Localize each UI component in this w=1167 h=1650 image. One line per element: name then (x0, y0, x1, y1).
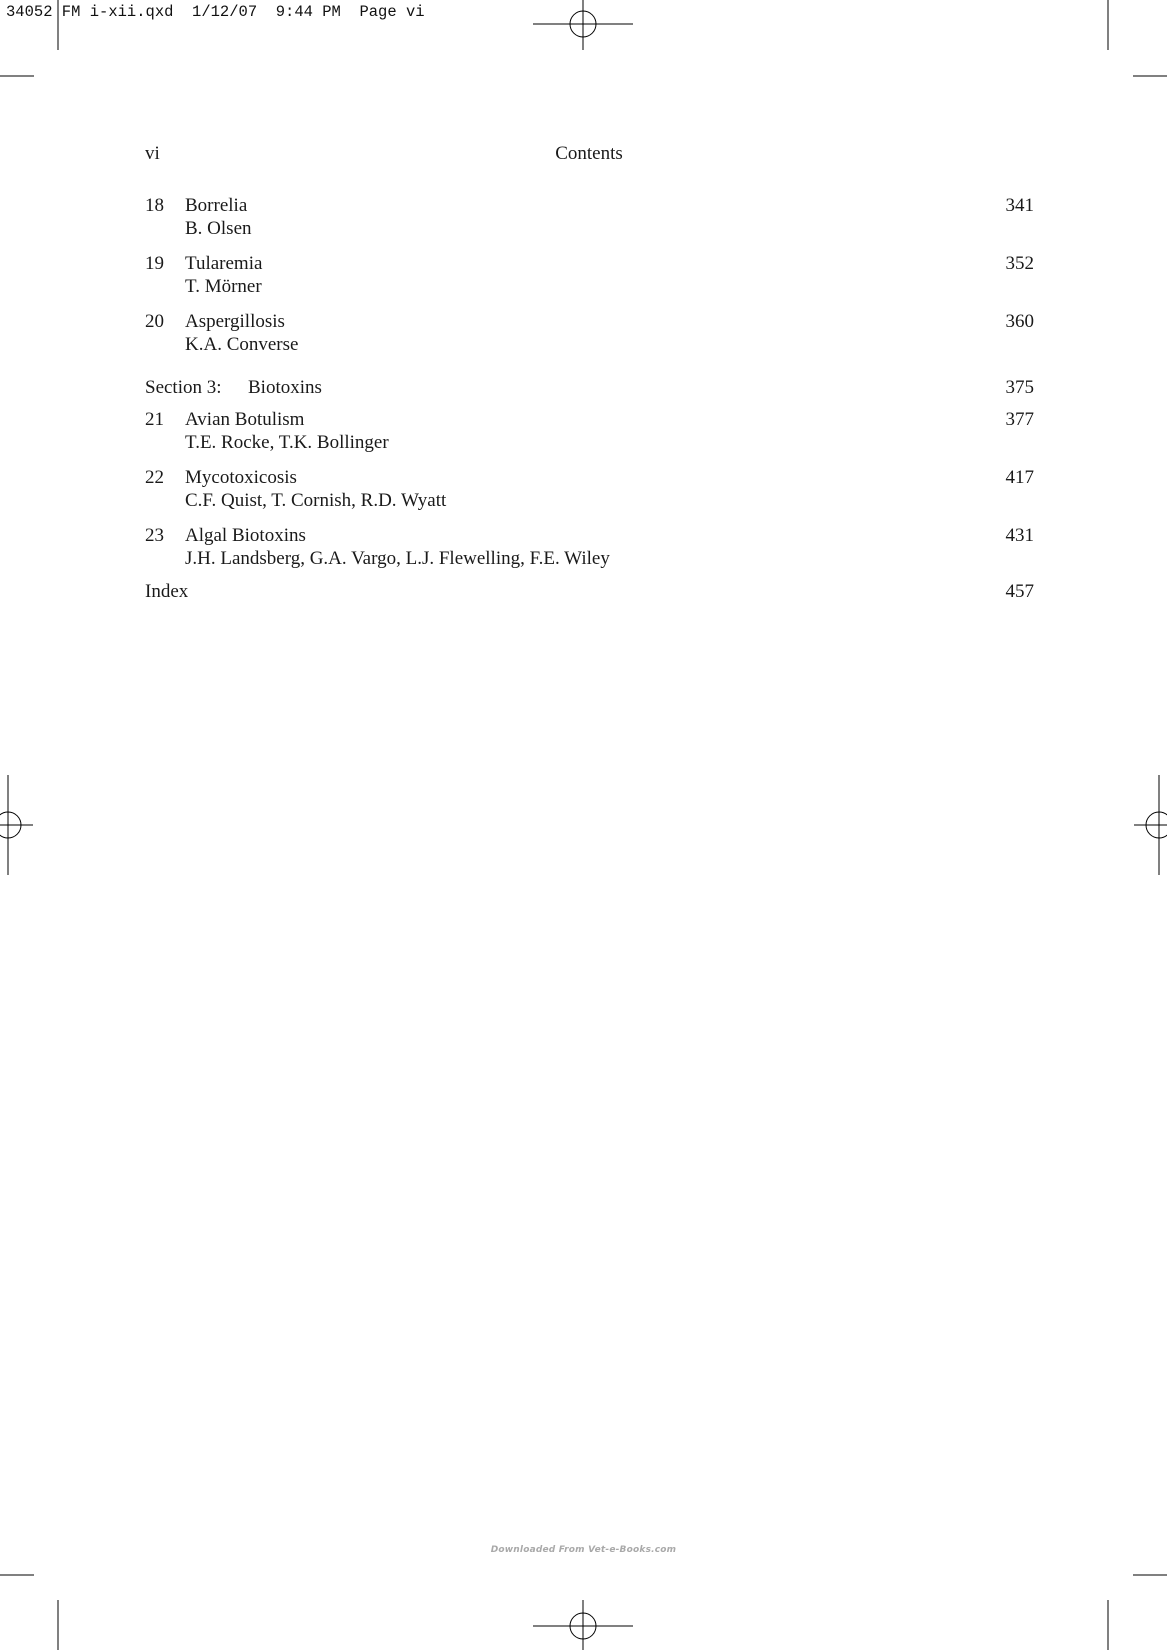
page-folio: vi (145, 143, 160, 164)
chapter-title: Aspergillosis (185, 311, 285, 332)
chapter-title: Borrelia (185, 195, 248, 216)
chapter-title: Algal Biotoxins (185, 525, 306, 546)
page-number: 431 (1005, 525, 1034, 546)
running-head-title: Contents (555, 143, 623, 164)
chapter-authors: J.H. Landsberg, G.A. Vargo, L.J. Flewelling, F.E. Wiley (185, 548, 610, 569)
chapter-title: Tularemia (185, 253, 263, 274)
chapter-number: 21 (145, 409, 164, 430)
chapter-number: 20 (145, 311, 164, 332)
page-number: 352 (1005, 253, 1034, 274)
page-number: 377 (1005, 409, 1034, 430)
toc-entry[interactable] (145, 252, 1034, 298)
chapter-authors: K.A. Converse (185, 334, 299, 355)
toc-entry[interactable] (145, 466, 1034, 512)
page-number: 457 (1005, 581, 1034, 602)
page-number: 360 (1005, 311, 1034, 332)
chapter-authors: T.E. Rocke, T.K. Bollinger (185, 432, 389, 453)
section-title: Biotoxins (248, 377, 322, 398)
toc-section-heading[interactable] (145, 376, 1034, 399)
toc-entry[interactable] (145, 408, 1034, 454)
page-number: 341 (1005, 195, 1034, 216)
toc-entry[interactable] (145, 194, 1034, 240)
download-watermark: Downloaded From Vet-e-Books.com (490, 1545, 677, 1555)
chapter-number: 22 (145, 467, 164, 488)
toc-entry[interactable] (145, 310, 1034, 356)
chapter-number: 18 (145, 195, 164, 216)
chapter-title: Mycotoxicosis (185, 467, 297, 488)
toc-entry[interactable] (145, 524, 1034, 570)
chapter-authors: B. Olsen (185, 218, 252, 239)
table-of-contents (145, 194, 1034, 603)
toc-index-entry[interactable] (145, 580, 1034, 603)
print-slug-line: 34052 FM i-xii.qxd 1/12/07 9:44 PM Page vi (6, 3, 425, 21)
chapter-authors: T. Mörner (185, 276, 262, 297)
chapter-number: 23 (145, 525, 164, 546)
chapter-authors: C.F. Quist, T. Cornish, R.D. Wyatt (185, 490, 447, 511)
page-number: 417 (1005, 467, 1034, 488)
section-label: Section 3: (145, 377, 222, 398)
index-label: Index (145, 581, 189, 602)
chapter-number: 19 (145, 253, 164, 274)
chapter-title: Avian Botulism (185, 409, 305, 430)
page-number: 375 (1005, 377, 1034, 398)
